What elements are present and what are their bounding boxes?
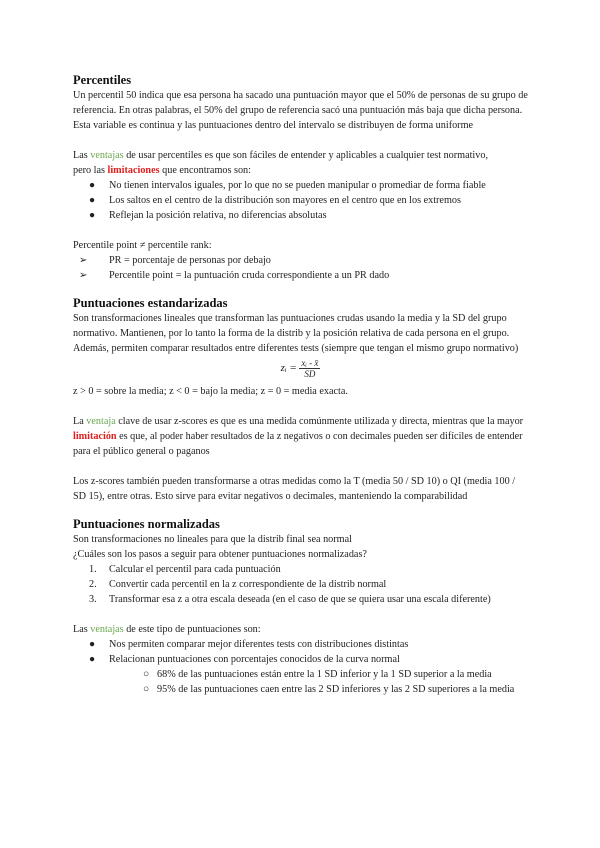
percentiles-advantages: Las ventajas de usar percentiles es que son fáciles de entender y aplicables a cualquier test normativo,: [73, 150, 488, 161]
arrow-icon: ➢: [79, 255, 88, 266]
estandarizadas-intro: Son transformaciones lineales que transforman las puntuaciones crudas usando la media y la SD del grupo normativo. Mantienen, por lo tanto la forma de la distrib y la posición relativa de cada persona en el grupo. Además, permiten comparar resultados entre diferentes tests (siempre que tengan el mismo grupo normativo): [73, 313, 519, 354]
list-item: 2. Convertir cada percentil en la z correspondiente de la distrib normal: [89, 579, 387, 590]
normalizadas-line2: ¿Cuáles son los pasos a seguir para obtener puntuaciones normalizadas?: [73, 549, 367, 560]
arrow-icon: ➢: [79, 270, 88, 281]
bullet-icon: ●: [89, 210, 96, 221]
normalizadas-advantages: Las ventajas de este tipo de puntuaciones son:: [73, 624, 261, 635]
advantages-highlight: ventajas: [90, 150, 124, 161]
document-page: [73, 72, 528, 697]
advantage-highlight: ventaja: [86, 416, 116, 427]
z-score-formula: zᵢ = $\frac{\text{xᵢ - x̄}}{SD}$: [280, 358, 319, 379]
circle-bullet-icon: ○: [143, 669, 150, 680]
normalizadas-steps: [73, 562, 528, 607]
percentiles-heading: Percentiles: [73, 73, 132, 87]
z-interpretation: z > 0 = sobre la media; z < 0 = bajo la media; z = 0 = media exacta.: [73, 386, 348, 397]
percentile-point-list: [73, 253, 528, 283]
estandarizadas-final: Los z-scores también pueden transformarse a otras medidas como la T (media 50 / SD 10) o QI (media 100 / SD 15), entre otras. Esto sirve para evitar negativos o decimales, manteniendo la comparabilidad: [73, 476, 516, 502]
list-item: ➢ Percentile point = la puntuación cruda correspondiente a un PR dado: [79, 270, 390, 281]
bullet-icon: ●: [89, 639, 96, 650]
normalizadas-line1: Son transformaciones no lineales para que la distrib final sea normal: [73, 534, 352, 545]
normalizadas-heading: Puntuaciones normalizadas: [73, 517, 220, 531]
list-item: ➢ PR = porcentaje de personas por debajo: [79, 255, 271, 266]
estandarizadas-heading: Puntuaciones estandarizadas: [73, 296, 228, 310]
circle-bullet-icon: ○: [143, 684, 150, 695]
list-item: ● Los saltos en el centro de la distribución son mayores en el centro que en los extremos: [89, 195, 461, 206]
percentiles-intro: Un percentil 50 indica que esa persona ha sacado una puntuación mayor que el 50% de personas de su grupo de referencia. En otras palabras, el 50% del grupo de referencia sacó una puntuación más baja que dicha persona. Esta variable es continua y las puntuaciones dentro del intervalo se distribuyen de forma uniforme: [73, 90, 528, 131]
limitations-highlight: limitaciones: [107, 165, 160, 176]
list-item: ● Reflejan la posición relativa, no diferencias absolutas: [89, 210, 327, 221]
list-item: ○ 95% de las puntuaciones caen entre las 2 SD inferiores y las 2 SD superiores a la media: [143, 684, 515, 695]
bullet-icon: ●: [89, 654, 96, 665]
percentile-point-title: Percentile point ≠ percentile rank:: [73, 240, 212, 251]
list-item: ● Relacionan puntuaciones con porcentajes conocidos de la curva normal: [89, 654, 400, 665]
percentiles-limitations-list: [73, 178, 528, 223]
list-item: ● Nos permiten comparar mejor diferentes tests con distribuciones distintas: [89, 639, 409, 650]
list-item: ○ 68% de las puntuaciones están entre la 1 SD inferior y la 1 SD superior a la media: [143, 669, 492, 680]
bullet-icon: ●: [89, 180, 96, 191]
normalizadas-sublist: [73, 667, 528, 697]
percentiles-limitations: pero las limitaciones que encontramos son:: [73, 165, 251, 176]
bullet-icon: ●: [89, 195, 96, 206]
normalizadas-advantages-list: [73, 637, 528, 667]
advantages-highlight: ventajas: [90, 624, 124, 635]
list-item: ● No tienen intervalos iguales, por lo que no se pueden manipular o promediar de forma fiable: [89, 180, 486, 191]
list-item: 3. Transformar esa z a otra escala deseada (en el caso de que se quiera usar una escala diferente): [89, 594, 491, 605]
list-item: 1. Calcular el percentil para cada puntuación: [89, 564, 281, 575]
limitation-highlight: limitación: [73, 431, 117, 442]
estandarizadas-advantages: La ventaja clave de usar z-scores es que es una medida comúnmente utilizada y directa, mientras que la mayor limitación es que, al poder haber resultados de la z negativos o con decimales pueden ser difíciles de entender para el público general o paganos: [73, 416, 524, 457]
